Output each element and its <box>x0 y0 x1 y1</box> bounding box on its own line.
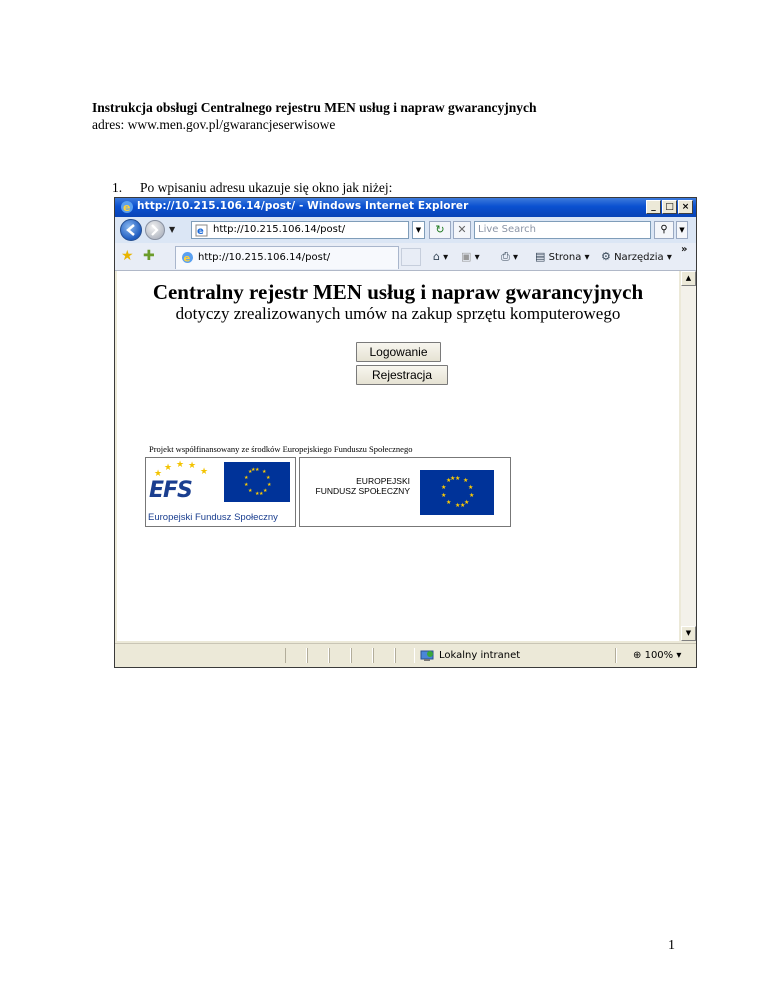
document-address: adres: www.men.gov.pl/gwarancjeserwisowe <box>92 117 336 132</box>
svg-text:★: ★ <box>455 502 461 509</box>
step-text: Po wpisaniu adresu ukazuje się okno jak niżej: <box>140 180 393 195</box>
stop-icon: ✕ <box>457 223 467 236</box>
svg-text:e: e <box>197 226 204 237</box>
status-cell <box>329 648 351 663</box>
search-icon: ⚲ <box>660 224 668 235</box>
svg-text:e: e <box>183 253 191 264</box>
svg-text:★: ★ <box>469 492 475 499</box>
forward-icon <box>146 221 164 239</box>
browser-tab[interactable] <box>175 246 399 269</box>
status-cell <box>285 648 307 663</box>
svg-text:★: ★ <box>441 484 447 491</box>
svg-text:★: ★ <box>460 502 466 509</box>
eu-social-fund-logo <box>299 457 511 527</box>
refresh-icon: ↻ <box>435 223 445 236</box>
page-subheading: dotyczy zrealizowanych umów na zakup sprzętu komputerowego <box>175 304 621 323</box>
page-ie-icon <box>195 224 208 237</box>
zoom-level: 100% <box>644 650 674 661</box>
svg-text:★: ★ <box>200 467 209 477</box>
svg-text:★: ★ <box>188 461 197 471</box>
search-placeholder: Live Search <box>478 224 536 235</box>
address-dropdown[interactable]: ▼ <box>412 221 425 239</box>
step-number: 1. <box>112 180 123 195</box>
scroll-up-button[interactable]: ▲ <box>681 271 696 286</box>
address-field[interactable] <box>191 221 409 239</box>
svg-text:★: ★ <box>262 469 267 475</box>
svg-text:★: ★ <box>244 475 249 481</box>
svg-text:★: ★ <box>248 488 253 494</box>
page-menu[interactable]: ▤ Strona ▾ <box>535 250 590 263</box>
svg-text:★: ★ <box>259 491 264 497</box>
page-viewport <box>117 271 679 641</box>
close-button[interactable]: × <box>678 200 693 214</box>
svg-text:★: ★ <box>244 482 249 488</box>
intranet-icon <box>420 649 434 662</box>
window-title: http://10.215.106.14/post/ - Windows Internet Explorer <box>137 200 469 212</box>
ie-window <box>114 197 697 668</box>
page-heading: Centralny rejestr MEN usług i napraw gwarancyjnych <box>152 280 644 304</box>
feeds-icon[interactable]: ▣ ▾ <box>461 250 480 263</box>
step-item <box>112 180 392 196</box>
status-cell <box>351 648 373 663</box>
svg-text:★: ★ <box>263 488 268 494</box>
page-menu-label: Strona <box>548 252 582 263</box>
favorites-star-icon[interactable]: ★ <box>121 248 134 264</box>
security-zone[interactable]: Lokalny intranet <box>439 650 521 661</box>
zoom-control[interactable]: ⊕ 100% ▾ <box>633 650 682 661</box>
eu-flag-icon <box>420 470 494 515</box>
svg-text:★: ★ <box>255 491 260 497</box>
login-button[interactable]: Logowanie <box>356 342 441 362</box>
svg-text:★: ★ <box>267 482 272 488</box>
stop-button[interactable] <box>453 221 471 239</box>
window-controls <box>646 200 693 214</box>
svg-text:★: ★ <box>255 467 260 473</box>
document-title: Instrukcja obsługi Centralnego rejestru MEN usług i napraw gwarancyjnych <box>92 100 537 115</box>
svg-text:★: ★ <box>154 469 163 479</box>
efs-stars-icon <box>152 460 212 480</box>
toolbar-overflow[interactable]: » <box>681 244 688 255</box>
window-titlebar[interactable] <box>115 198 696 217</box>
tab-toolbar <box>115 243 696 271</box>
maximize-button[interactable]: □ <box>662 200 677 214</box>
status-cell <box>307 648 329 663</box>
svg-text:★: ★ <box>176 460 185 470</box>
svg-text:★: ★ <box>455 475 461 482</box>
eu-logo-line2: FUNDUSZ SPOŁECZNY <box>315 486 410 496</box>
eu-logo-line1: EUROPEJSKI <box>356 476 410 486</box>
register-button[interactable]: Rejestracja <box>356 365 448 385</box>
svg-text:★: ★ <box>446 499 452 506</box>
scroll-down-button[interactable]: ▼ <box>681 626 696 641</box>
add-favorites-icon[interactable]: ✚ <box>143 248 155 264</box>
address-toolbar <box>115 217 696 244</box>
svg-text:★: ★ <box>464 499 470 506</box>
eu-logo-text <box>310 476 410 496</box>
ie-icon <box>120 200 134 214</box>
tab-ie-icon <box>181 251 194 264</box>
home-icon[interactable]: ⌂ ▾ <box>433 250 449 263</box>
svg-text:★: ★ <box>468 484 474 491</box>
tools-menu-label: Narzędzia <box>614 252 664 263</box>
efs-caption: Europejski Fundusz Społeczny <box>148 512 278 523</box>
eu-flag-icon <box>224 462 290 502</box>
zoom-icon: ⊕ <box>633 650 642 661</box>
svg-text:★: ★ <box>248 469 253 475</box>
tools-menu[interactable]: ⚙ Narzędzia ▾ <box>601 250 672 263</box>
minimize-button[interactable]: _ <box>646 200 661 214</box>
history-dropdown-icon[interactable]: ▼ <box>169 225 176 234</box>
svg-text:★: ★ <box>251 467 256 473</box>
address-text: http://10.215.106.14/post/ <box>213 224 346 235</box>
svg-text:★: ★ <box>164 463 173 473</box>
page-number: 1 <box>668 938 675 953</box>
status-cell <box>615 648 617 663</box>
status-bar <box>115 643 696 668</box>
back-button[interactable] <box>120 219 142 241</box>
svg-text:★: ★ <box>266 475 271 481</box>
efs-letters: EFS <box>149 478 192 503</box>
efs-logo <box>145 457 296 527</box>
tools-gear-icon: ⚙ <box>601 250 611 263</box>
new-tab-button[interactable] <box>401 248 421 266</box>
status-cell <box>395 648 415 663</box>
svg-text:★: ★ <box>446 477 452 484</box>
vertical-scrollbar[interactable] <box>681 271 696 641</box>
project-text: Projekt współfinansowany ze środków Europejskiego Funduszu Społecznego <box>149 444 413 454</box>
search-options-dropdown[interactable]: ▼ <box>676 221 688 239</box>
forward-button[interactable] <box>145 220 165 240</box>
print-icon[interactable]: ⎙ ▾ <box>501 250 519 263</box>
svg-text:★: ★ <box>450 475 456 482</box>
page-icon: ▤ <box>535 250 546 263</box>
svg-text:e: e <box>123 201 131 214</box>
refresh-button[interactable] <box>429 221 451 239</box>
svg-text:★: ★ <box>463 477 469 484</box>
search-button[interactable] <box>654 221 674 239</box>
svg-text:★: ★ <box>441 492 447 499</box>
search-input[interactable] <box>474 221 651 239</box>
back-icon <box>121 220 141 240</box>
tab-title: http://10.215.106.14/post/ <box>198 252 331 263</box>
status-cell <box>373 648 395 663</box>
